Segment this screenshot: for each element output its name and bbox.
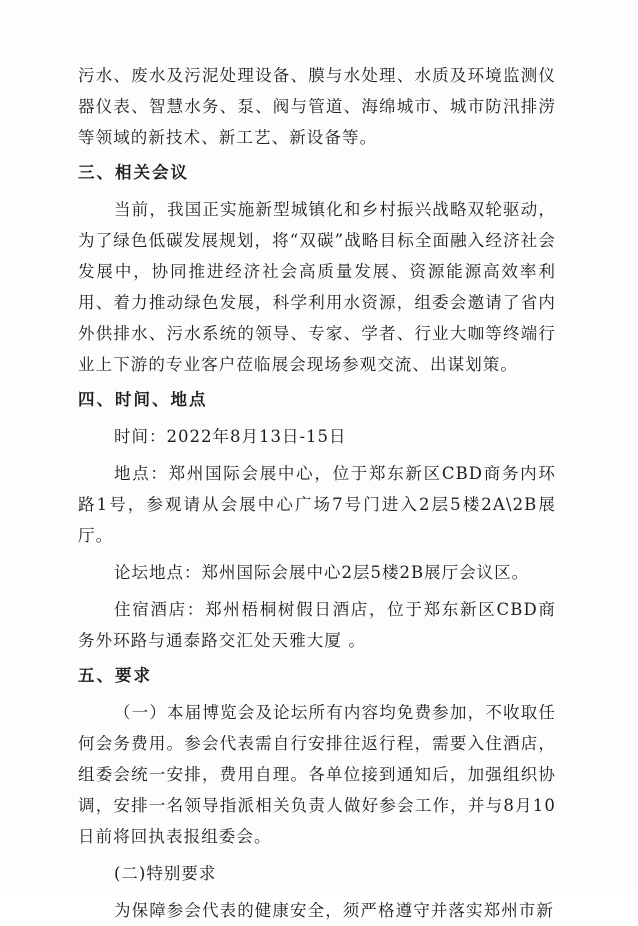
requirement-item-2-heading: (二)特别要求	[114, 864, 217, 883]
event-time: 时间：2022年8月13日-15日	[114, 427, 347, 446]
section-4-heading: 四、时间、地点	[78, 390, 208, 409]
requirement-item-2-text: 为保障参会代表的健康安全，须严格遵守并落实郑州市新	[114, 901, 554, 920]
section-3-heading: 三、相关会议	[78, 163, 189, 182]
requirement-item-1: （一）本届博览会及论坛所有内容均免费参加，不收取任何会务费用。参会代表需自行安排往返行程，需要入住酒店，组委会统一安排，费用自理。各单位接到通知后，加强组织协调，安排一名领导指派相关负责人做好参会工作，并与8月10日前将回执表报组委会。	[78, 703, 556, 846]
event-location: 地点：郑州国际会展中心，位于郑东新区CBD商务内环路1号，参观请从会展中心广场7号门进入2层5楼2A\2B展厅。	[78, 464, 556, 545]
document-body	[78, 60, 556, 926]
forum-location: 论坛地点：郑州国际会展中心2层5楼2B展厅会议区。	[114, 563, 530, 582]
intro-paragraph: 污水、废水及污泥处理设备、膜与水处理、水质及环境监测仪器仪表、智慧水务、泵、阀与管道、海绵城市、城市防汛排涝等领域的新技术、新工艺、新设备等。	[78, 66, 556, 147]
hotel-info: 住宿酒店：郑州梧桐树假日酒店，位于郑东新区CBD商务外环路与通泰路交汇处天雅大厦 。	[78, 600, 556, 650]
section-5-heading: 五、要求	[78, 666, 152, 685]
section-3-paragraph: 当前，我国正实施新型城镇化和乡村振兴战略双轮驱动，为了绿色低碳发展规划，将“双碳”战略目标全面融入经济社会发展中，协同推进经济社会高质量发展、资源能源高效率利用、着力推动绿色发展，科学利用水资源，组委会邀请了省内外供排水、污水系统的领导、专家、学者、行业大咖等终端行业上下游的专业客户莅临展会现场参观交流、出谋划策。	[78, 200, 556, 374]
